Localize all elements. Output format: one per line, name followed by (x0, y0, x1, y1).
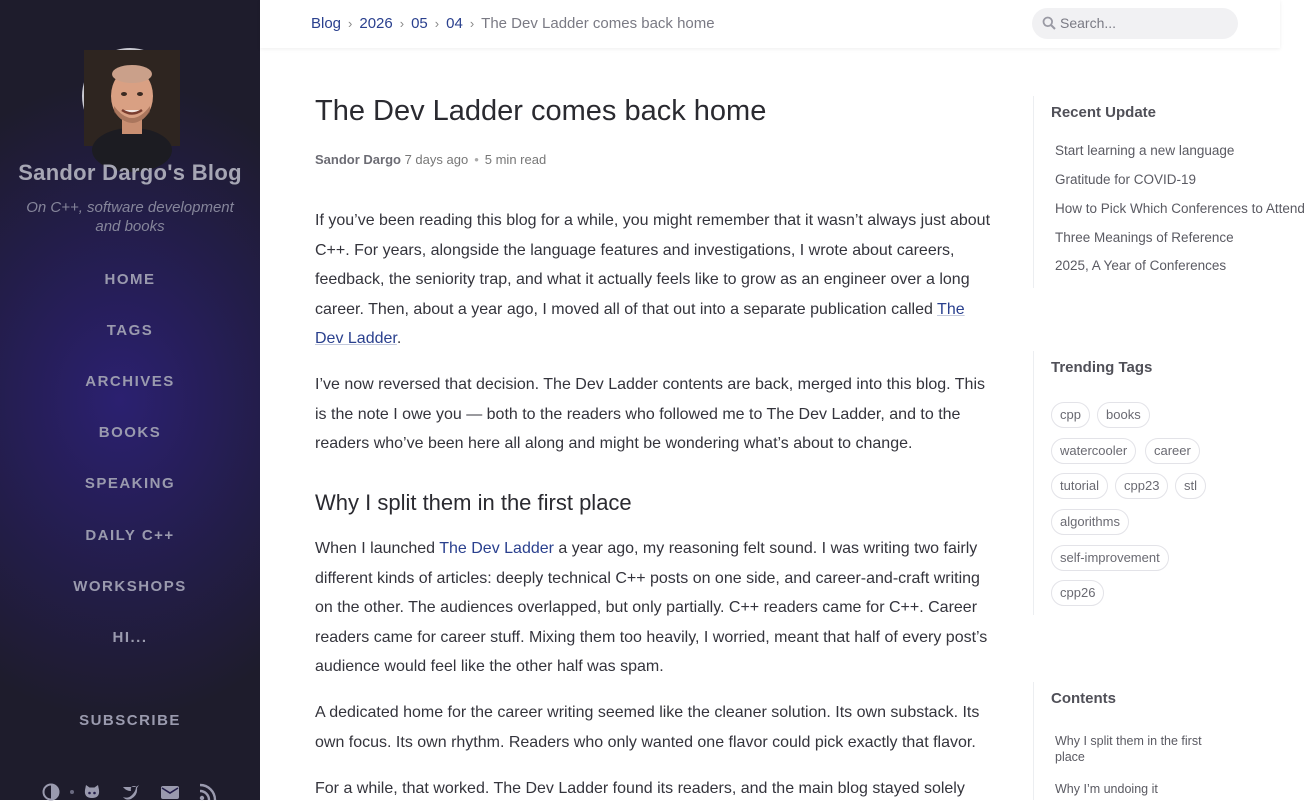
avatar-photo (84, 50, 180, 146)
post-title: The Dev Ladder comes back home (315, 95, 767, 127)
dev-ladder-link-2[interactable]: The Dev Ladder (439, 540, 554, 557)
recent-update-title: Recent Update (1051, 104, 1157, 121)
tag-cpp26[interactable]: cpp26 (1051, 580, 1104, 606)
tag-self-improvement[interactable]: self-improvement (1051, 545, 1169, 571)
paragraph-reversal: I’ve now reversed that decision. The Dev Ladder contents are back, merged into this blog. This is the note I owe you — both to the readers who followed me to The Dev Ladder, and to the readers who’ve been here all along and might be wondering what’s about to change. (315, 376, 985, 453)
recent-update-panel (1033, 96, 1305, 288)
paragraph-dedicated-home: A dedicated home for the career writing seemed like the cleaner solution. Its own substack. Its own focus. Its own rhythm. Readers who only wanted one flavor could pick exactly that flavor. (315, 704, 980, 751)
paragraph-intro (315, 206, 990, 354)
section-heading-why-split: Why I split them in the first place (315, 490, 632, 515)
tag-career[interactable]: career (1145, 438, 1200, 464)
recent-update-item[interactable]: Start learning a new language (1055, 143, 1235, 158)
recent-update-item[interactable]: How to Pick Which Conferences to Attend (1055, 201, 1305, 216)
avatar[interactable] (82, 48, 178, 144)
separator-dot (70, 790, 74, 794)
post-date: 7 days ago (404, 152, 469, 167)
recent-update-item[interactable]: Three Meanings of Reference (1055, 230, 1234, 245)
twitter-icon[interactable] (121, 782, 141, 802)
github-icon[interactable] (82, 782, 102, 802)
breadcrumb (311, 15, 715, 32)
tag-books[interactable]: books (1097, 402, 1150, 428)
nav-subscribe[interactable]: SUBSCRIBE (79, 712, 181, 729)
nav-workshops[interactable]: WORKSHOPS (73, 578, 187, 595)
site-subtitle: On C++, software development and books (26, 199, 234, 235)
breadcrumb-separator: › (399, 16, 405, 31)
post-meta (315, 152, 546, 167)
breadcrumb-day[interactable]: 04 (446, 15, 463, 32)
nav-archives[interactable]: ARCHIVES (85, 373, 175, 390)
breadcrumb-current: The Dev Ladder comes back home (481, 15, 715, 32)
contents-title: Contents (1051, 690, 1116, 707)
recent-update-item[interactable]: Gratitude for COVID-19 (1055, 172, 1197, 187)
toc-item[interactable]: Why I split them in the first place (1055, 734, 1202, 764)
paragraph-worked: For a while, that worked. The Dev Ladder found its readers, and the main blog stayed solely (315, 780, 965, 797)
search-box[interactable] (1032, 8, 1238, 39)
meta-separator-dot: • (474, 152, 479, 167)
nav-books[interactable]: BOOKS (98, 424, 162, 441)
tag-tutorial[interactable]: tutorial (1051, 473, 1108, 499)
nav-tags[interactable]: TAGS (106, 322, 154, 339)
post-read-time: 5 min read (484, 152, 547, 167)
paragraph-launch-start: When I launched (315, 540, 440, 557)
search-icon (1042, 16, 1056, 30)
breadcrumb-blog[interactable]: Blog (311, 15, 342, 32)
tag-watercooler[interactable]: watercooler (1051, 438, 1136, 464)
search-input[interactable] (1060, 12, 1230, 34)
paragraph-intro-end: . (396, 330, 402, 348)
post-author[interactable]: Sandor Dargo (315, 152, 401, 167)
theme-toggle-icon[interactable] (41, 782, 61, 802)
contents-panel (1033, 682, 1243, 800)
trending-tags-panel (1033, 351, 1243, 615)
rss-icon[interactable] (198, 782, 218, 802)
social-links (38, 780, 228, 804)
recent-update-item[interactable]: 2025, A Year of Conferences (1055, 258, 1227, 273)
nav-home[interactable]: HOME (104, 271, 156, 288)
breadcrumb-separator: › (348, 16, 353, 31)
paragraph-launch (315, 534, 990, 682)
nav-speaking[interactable]: SPEAKING (84, 475, 176, 492)
sidebar (0, 0, 260, 800)
breadcrumb-month[interactable]: 05 (411, 15, 428, 32)
breadcrumb-separator: › (469, 16, 475, 31)
dev-ladder-link[interactable]: The Dev Ladder (315, 300, 965, 348)
paragraph-launch-text: a year ago, my reasoning felt sound. I was writing two fairly different kinds of articles: deeply technical C++ posts on one side, and career-and-craft writing on the other. The audiences overlapped, but only partially. C++ readers came for C++. Career readers came for career stuff. Mixing them too heavily, I worried, meant that half of every post’s audience would feel like the other half was spam. (315, 540, 988, 676)
tag-algorithms[interactable]: algorithms (1051, 509, 1129, 535)
breadcrumb-year[interactable]: 2026 (359, 15, 393, 32)
site-title[interactable]: Sandor Dargo's Blog (18, 160, 242, 185)
email-icon[interactable] (160, 782, 180, 802)
tag-cpp23[interactable]: cpp23 (1115, 473, 1168, 499)
tag-stl[interactable]: stl (1175, 473, 1206, 499)
breadcrumb-separator: › (434, 16, 440, 31)
nav-daily-cpp[interactable]: DAILY C++ (85, 527, 175, 544)
paragraph-intro-text: If you’ve been reading this blog for a while, you might remember that it wasn’t always just about C++. For years, alongside the language features and investigations, I wrote about careers, feedback, the seniority trap, and what it actually feels like to grow as an engineer over a long career. Then, about a year ago, I moved all of that out into a separate publication called (315, 212, 991, 318)
toc-item[interactable]: Why I’m undoing it (1055, 782, 1158, 796)
tag-cpp[interactable]: cpp (1051, 402, 1090, 428)
topbar (260, 0, 1280, 48)
trending-tags-title: Trending Tags (1051, 359, 1153, 376)
nav-hi[interactable]: HI... (112, 629, 148, 646)
